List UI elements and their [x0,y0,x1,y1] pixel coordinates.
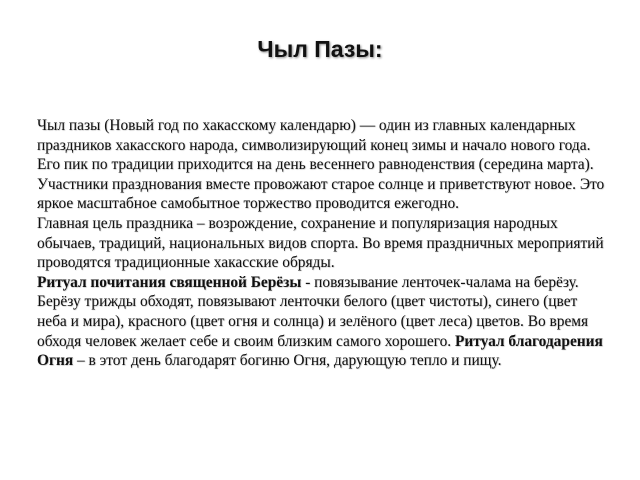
ritual-birch-text: - повязывание ленточек-чалама на берёзу. Берёзу трижды обходят, повязывают ленточки белого (цвет чистоты), синего (цвет неба и мира), красного (цвет огня и солнца) и зелёного (цвет леса) цветов. Во время обходя человек желает себе и своим близким самого хорошего. [37,273,589,350]
slide-title: Чыл Пазы: [257,36,383,62]
ritual-birch-title: Ритуал почитания священной Берёзы [37,273,302,291]
slide-body [37,116,609,371]
goal-paragraph: Главная цель праздника – возрождение, сохранение и популяризация народных обычаев, традиций, национальных видов спорта. Во время праздничных мероприятий проводятся традиционные хакасские обряды. [37,214,604,272]
ritual-fire-title: Ритуал благодарения Огня [37,332,603,370]
intro-paragraph: Чыл пазы (Новый год по хакасскому календарю) — один из главных календарных праздников хакасского народа, символизирующий конец зимы и начало нового года. Его пик по традиции приходится на день весеннего равноденствия (середина марта). Участники празднования вместе провожают старое солнце и приветствуют новое. Это яркое масштабное самобытное торжество проводится ежегодно. [37,117,605,213]
rituals-paragraph [37,273,609,371]
ritual-fire-text: – в этот день благодарят богиню Огня, дарующую тепло и пищу. [73,352,502,370]
